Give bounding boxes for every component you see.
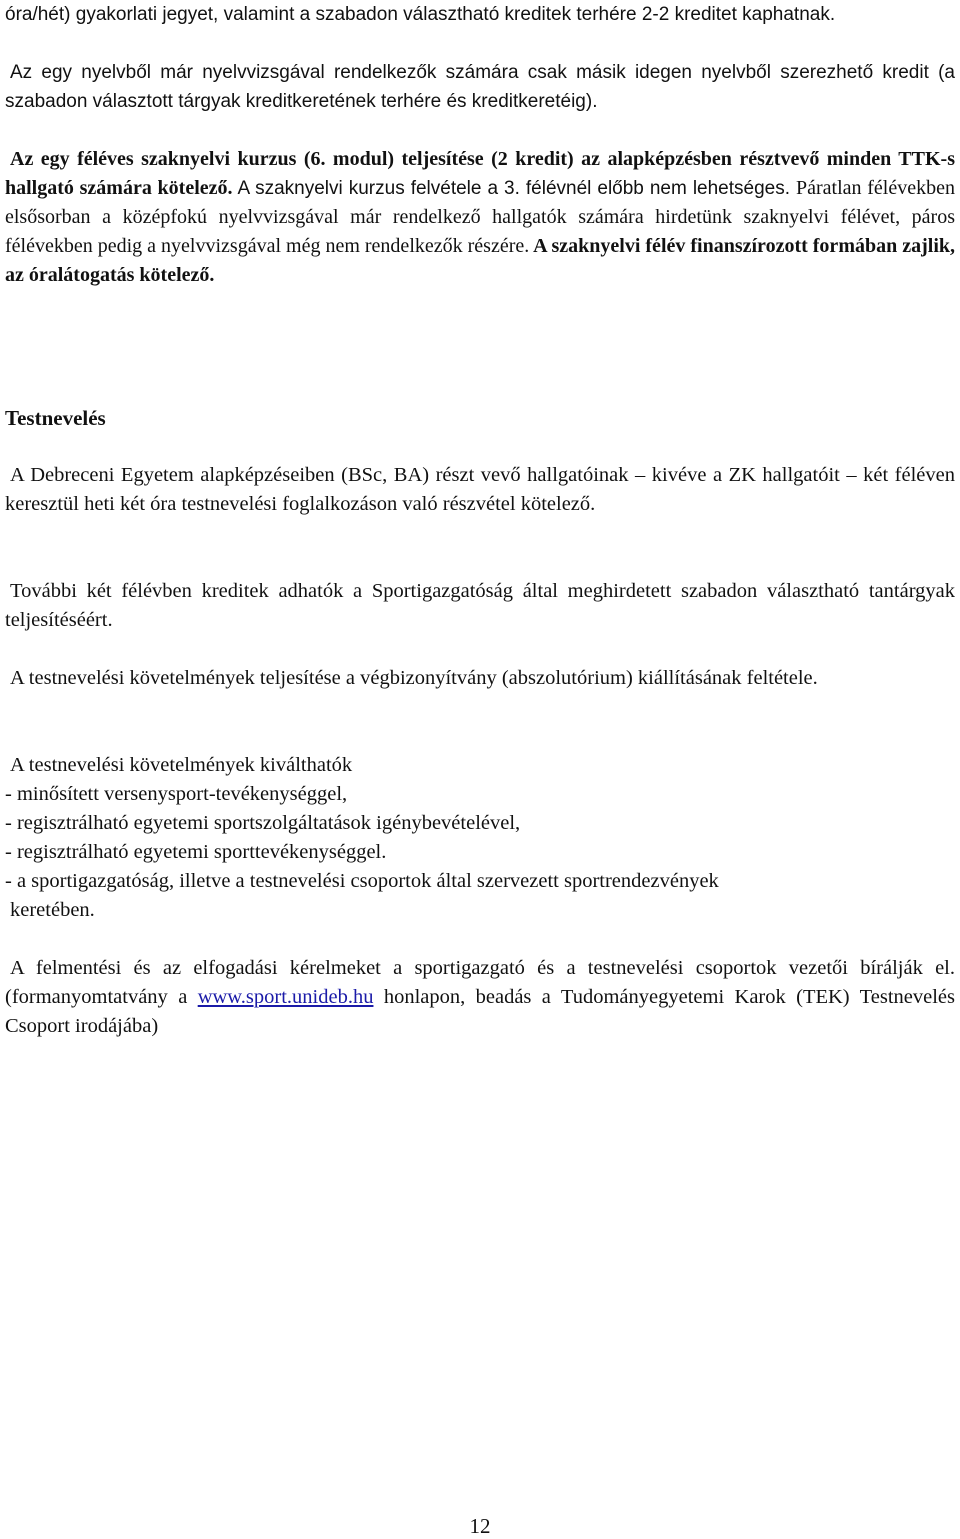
felmentes-text-1: A felmentési és az elfogadási kérelmeket a sportigazgató és a testnevelési csoportok vezetői bírálják el. (formanyomtatvány a	[5, 957, 955, 1008]
list-item: - regisztrálható egyetemi sportszolgáltatások igénybevételével,	[5, 812, 521, 834]
list-item: - minősített versenysport-tevékenységgel,	[5, 783, 348, 805]
list-item: - a sportigazgatóság, illetve a testnevelési csoportok által szervezett sportrendezvények	[5, 870, 719, 892]
sport-unideb-link[interactable]: www.sport.unideb.hu	[197, 986, 374, 1008]
testneveles-paragraph-5	[5, 954, 955, 1041]
szaknyelv-bold-2: A szaknyelvi félév finanszírozott formában zajlik, az óralátogatás kötelező.	[5, 235, 955, 286]
intro-paragraph-2: Az egy nyelvből már nyelvvizsgával rendelkezők számára csak másik idegen nyelvből szerezhető kredit (a szabadon választott tárgyak kreditkeretének terhére és kreditkeretéig).	[5, 62, 955, 112]
szaknyelv-text-1: A szaknyelvi kurzus felvétele a 3. félévnél előbb nem lehetséges.	[232, 178, 797, 199]
testneveles-paragraph-1: A Debreceni Egyetem alapképzéseiben (BSc, BA) részt vevő hallgatóinak – kivéve a ZK hallgatóit – két féléven keresztül heti két óra testnevelési foglalkozáson való részvétel kötelező.	[5, 464, 955, 515]
list-item: - regisztrálható egyetemi sporttevékenységgel.	[5, 841, 387, 863]
szaknyelv-paragraph	[5, 145, 955, 290]
kivaltas-list	[5, 751, 955, 925]
list-item: keretében.	[10, 899, 95, 921]
felmentes-text-2: honlapon, beadás a Tudományegyetemi Karok (TEK) Testnevelés Csoport irodájába)	[5, 986, 955, 1037]
testneveles-paragraph-3: A testnevelési követelmények teljesítése a végbizonyítvány (abszolutórium) kiállításának feltétele.	[10, 667, 818, 689]
szaknyelv-bold-1: Az egy féléves szaknyelvi kurzus (6. modul) teljesítése (2 kredit) az alapképzésben résztvevő minden TTK-s hallgató számára kötelező.	[5, 148, 955, 199]
testneveles-paragraph-2: További két félévben kreditek adhatók a Sportigazgatóság által meghirdetett szabadon választható tantárgyak teljesítéséért.	[5, 580, 955, 631]
intro-paragraph-1: óra/hét) gyakorlati jegyet, valamint a szabadon választható kreditek terhére 2-2 kreditet kaphatnak.	[5, 4, 836, 25]
testneveles-heading: Testnevelés	[5, 406, 106, 430]
kivaltas-list-intro: A testnevelési követelmények kiválthatók	[10, 754, 353, 776]
page-number: 12	[469, 1514, 491, 1538]
szaknyelv-text-2: Páratlan félévekben elsősorban a középfokú nyelvvizsgával már rendelkező hallgatók számára hirdetünk szaknyelvi félévet, páros félévekben pedig a nyelvvizsgával még nem rendelkezők részére.	[5, 177, 955, 257]
